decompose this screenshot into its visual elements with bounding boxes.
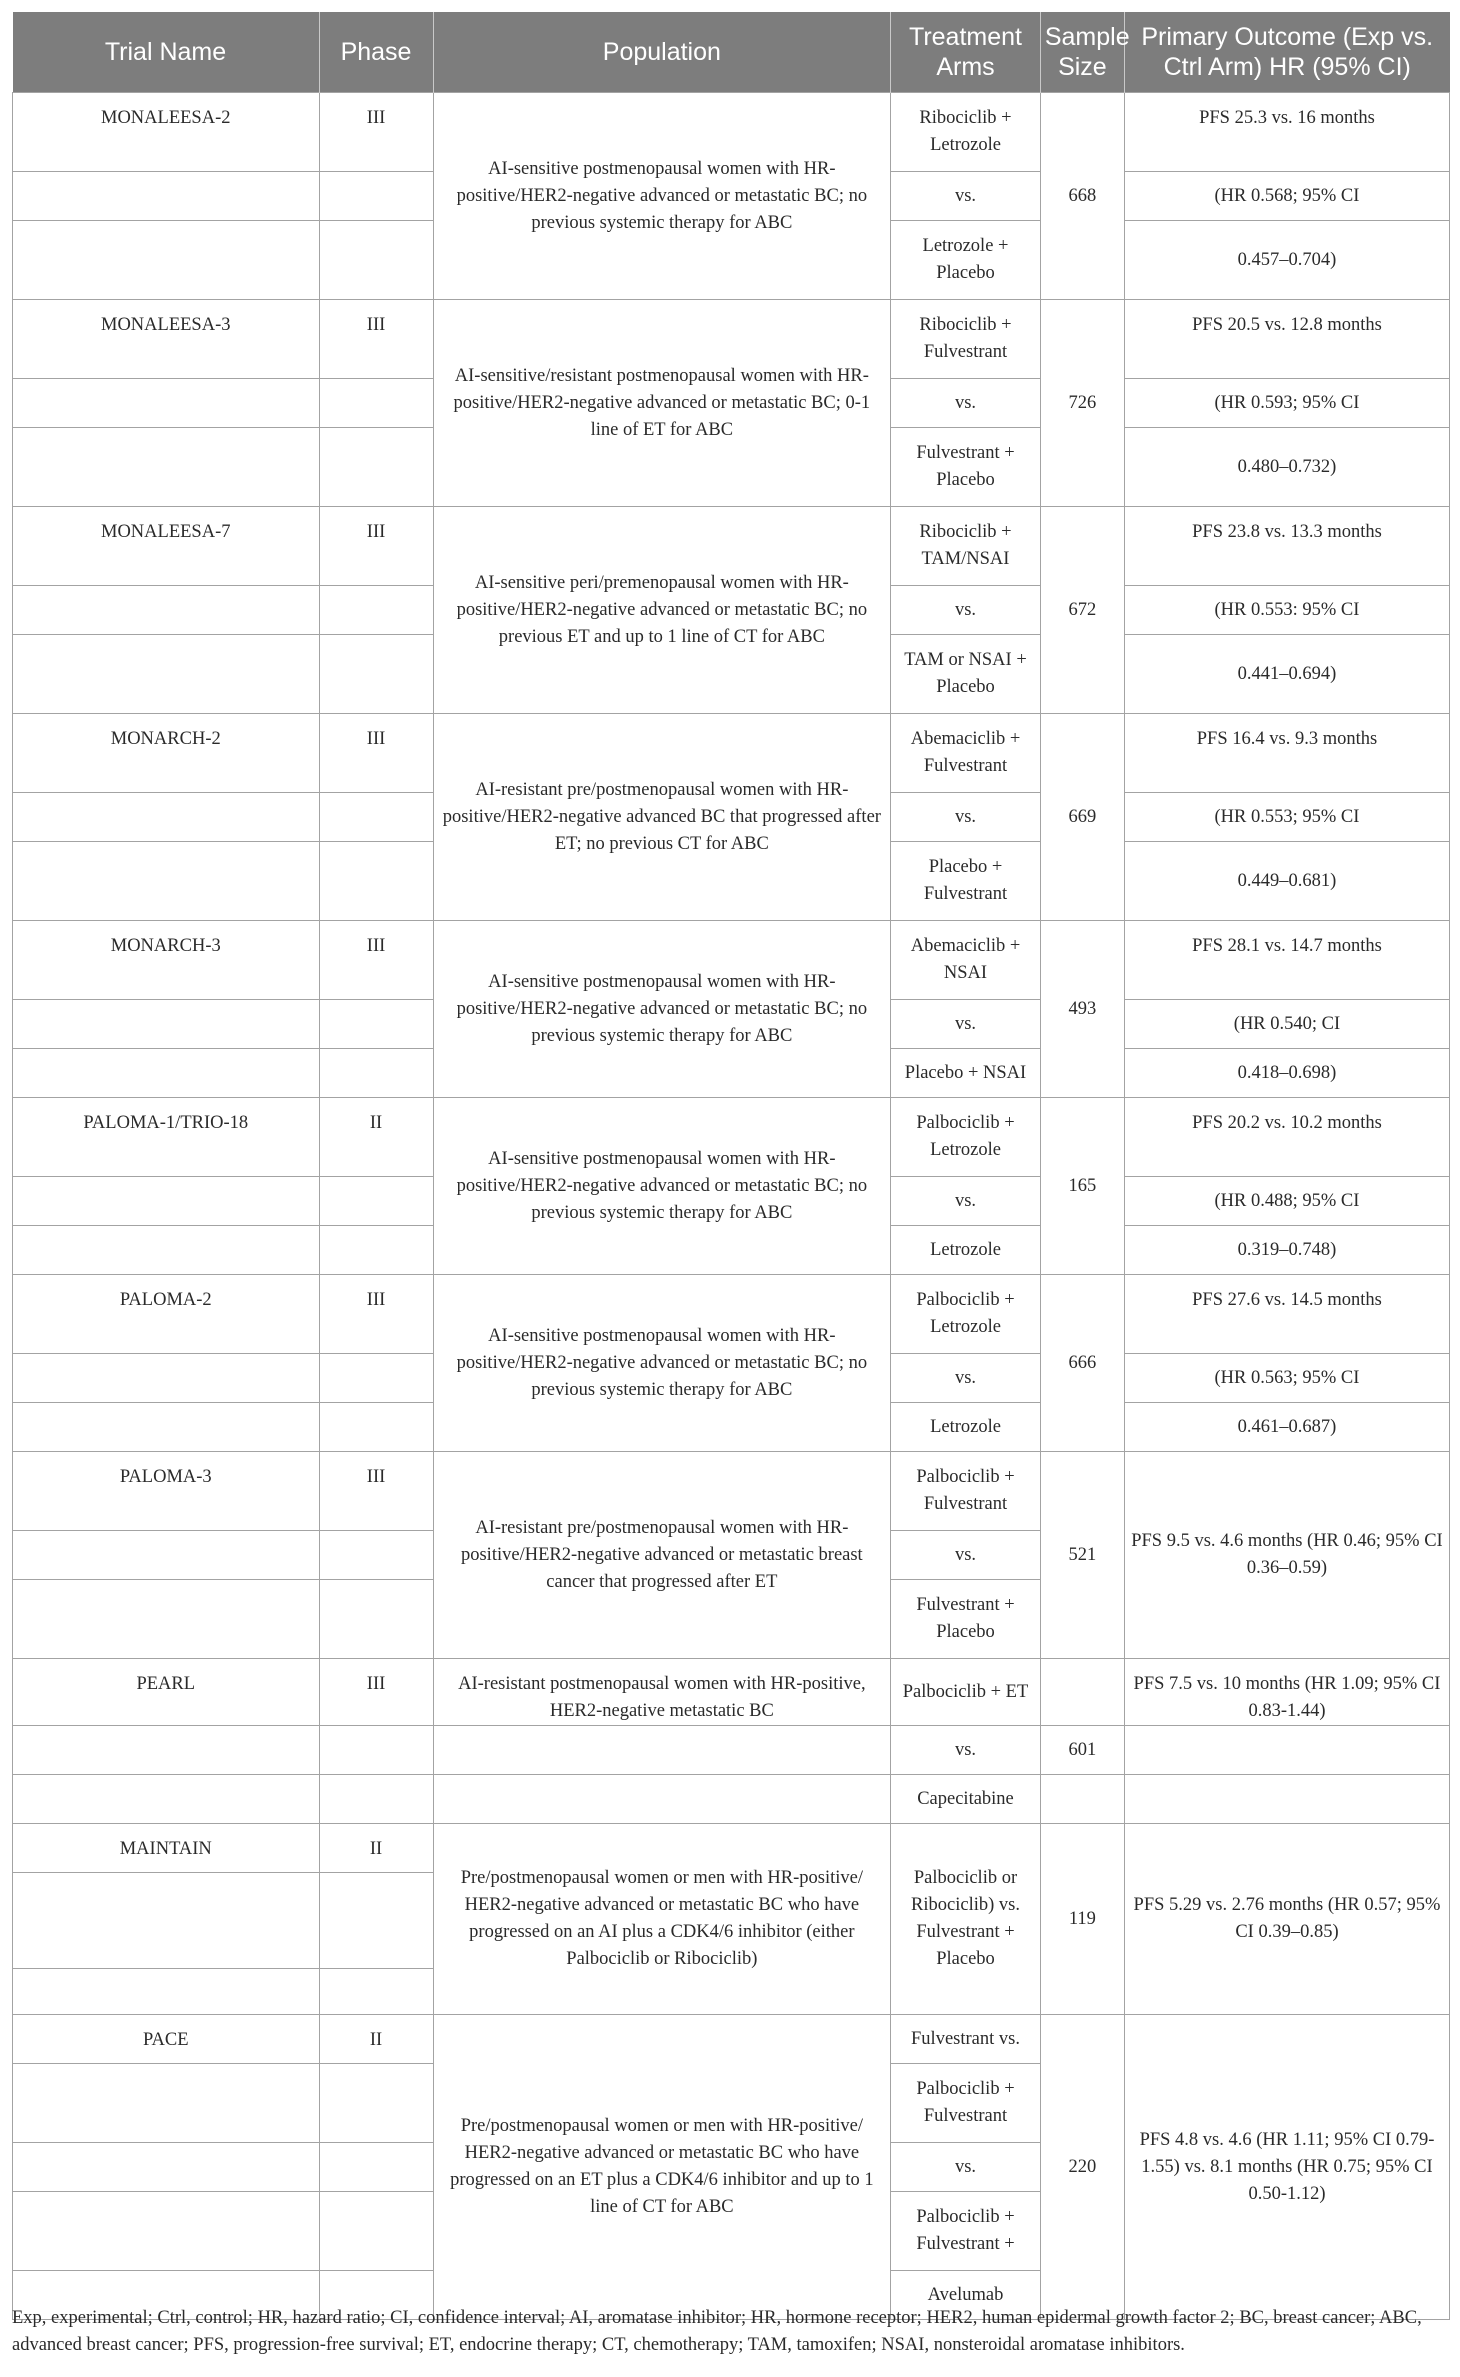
treatment-arm: Abemaciclib + NSAI [891,921,1041,1000]
header-row [13,12,1450,93]
primary-outcome: PFS 23.8 vs. 13.3 months [1124,507,1449,586]
population: AI-sensitive postmenopausal women with HR-positive/HER2-negative advanced or metastatic BC; no previous systemic therapy for ABC [433,93,891,300]
treatment-arm: Avelumab [891,2271,1041,2320]
header-primary-outcome: Primary Outcome (Exp vs. Ctrl Arm) HR (95% CI) [1124,12,1449,93]
treatment-arm: vs. [891,586,1041,635]
table-row [13,300,1450,379]
phase: III [319,1452,433,1531]
table-row [13,1659,1450,1726]
treatment-arm: Palbociclib + Letrozole [891,1098,1041,1177]
sample-size: 165 [1040,1098,1124,1275]
population: AI-resistant pre/postmenopausal women with HR-positive/HER2-negative advanced or metastatic breast cancer that progressed after ET [433,1452,891,1659]
treatment-arm: TAM or NSAI + Placebo [891,635,1041,714]
treatment-arm: vs. [891,1726,1041,1775]
table-row [13,921,1450,1000]
trial-name: PALOMA-2 [13,1275,320,1354]
table-row [13,1098,1450,1177]
phase: III [319,507,433,586]
primary-outcome: (HR 0.553; 95% CI [1124,793,1449,842]
trial-name: PALOMA-1/TRIO-18 [13,1098,320,1177]
trial-name: PEARL [13,1659,320,1726]
treatment-arm: Placebo + Fulvestrant [891,842,1041,921]
primary-outcome: (HR 0.488; 95% CI [1124,1177,1449,1226]
treatment-arm: Palbociclib + Fulvestrant [891,2064,1041,2143]
phase: III [319,1659,433,1726]
primary-outcome: (HR 0.563; 95% CI [1124,1354,1449,1403]
primary-outcome: PFS 25.3 vs. 16 months [1124,93,1449,172]
table-row [13,1775,1450,1824]
treatment-arm: vs. [891,1177,1041,1226]
sample-size: 493 [1040,921,1124,1098]
treatment-arm: Ribociclib + TAM/NSAI [891,507,1041,586]
primary-outcome: PFS 20.5 vs. 12.8 months [1124,300,1449,379]
header-trial-name: Trial Name [13,12,320,93]
treatment-arm: vs. [891,793,1041,842]
population: AI-sensitive postmenopausal women with HR-positive/HER2-negative advanced or metastatic BC; no previous systemic therapy for ABC [433,1275,891,1452]
trial-name: MONALEESA-3 [13,300,320,379]
primary-outcome: PFS 5.29 vs. 2.76 months (HR 0.57; 95% CI 0.39–0.85) [1124,1824,1449,2015]
primary-outcome: PFS 7.5 vs. 10 months (HR 1.09; 95% CI 0.83-1.44) [1124,1659,1449,1726]
sample-size: 666 [1040,1275,1124,1452]
sample-size: 726 [1040,300,1124,507]
phase: III [319,921,433,1000]
phase: III [319,714,433,793]
treatment-arm: vs. [891,172,1041,221]
population: AI-resistant pre/postmenopausal women with HR-positive/HER2-negative advanced BC that progressed after ET; no previous CT for ABC [433,714,891,921]
trial-name: MONARCH-2 [13,714,320,793]
phase: III [319,93,433,172]
sample-size: 672 [1040,507,1124,714]
treatment-arm: Letrozole [891,1403,1041,1452]
primary-outcome: (HR 0.553: 95% CI [1124,586,1449,635]
sample-size: 668 [1040,93,1124,300]
population: AI-sensitive/resistant postmenopausal women with HR-positive/HER2-negative advanced or metastatic BC; 0-1 line of ET for ABC [433,300,891,507]
primary-outcome: PFS 28.1 vs. 14.7 months [1124,921,1449,1000]
treatment-arm: Letrozole + Placebo [891,221,1041,300]
primary-outcome: PFS 9.5 vs. 4.6 months (HR 0.46; 95% CI 0.36–0.59) [1124,1452,1449,1659]
table-row [13,1824,1450,1873]
primary-outcome: PFS 16.4 vs. 9.3 months [1124,714,1449,793]
header-population: Population [433,12,891,93]
primary-outcome: 0.449–0.681) [1124,842,1449,921]
treatment-arm: Palbociclib + Fulvestrant + [891,2192,1041,2271]
population: Pre/postmenopausal women or men with HR-positive/ HER2-negative advanced or metastatic BC who have progressed on an ET plus a CDK4/6 inhibitor and up to 1 line of CT for ABC [433,2015,891,2320]
treatment-arm: vs. [891,379,1041,428]
trial-name: MONALEESA-2 [13,93,320,172]
table-row [13,714,1450,793]
primary-outcome: (HR 0.540; CI [1124,1000,1449,1049]
table-row [13,1726,1450,1775]
treatment-arm: Fulvestrant + Placebo [891,428,1041,507]
primary-outcome: 0.480–0.732) [1124,428,1449,507]
primary-outcome: 0.319–0.748) [1124,1226,1449,1275]
treatment-arm: vs. [891,2143,1041,2192]
primary-outcome: (HR 0.593; 95% CI [1124,379,1449,428]
trial-name: MONARCH-3 [13,921,320,1000]
sample-size: 669 [1040,714,1124,921]
primary-outcome: 0.418–0.698) [1124,1049,1449,1098]
phase: II [319,1824,433,1873]
sample-size: 220 [1040,2015,1124,2320]
primary-outcome: (HR 0.568; 95% CI [1124,172,1449,221]
table-row [13,1275,1450,1354]
header-sample-size: Sample Size [1040,12,1124,93]
trial-name: MAINTAIN [13,1824,320,1873]
phase: II [319,2015,433,2064]
sample-size: 119 [1040,1824,1124,2015]
trial-name: MONALEESA-7 [13,507,320,586]
population: AI-sensitive postmenopausal women with HR-positive/HER2-negative advanced or metastatic BC; no previous systemic therapy for ABC [433,1098,891,1275]
primary-outcome: 0.457–0.704) [1124,221,1449,300]
trial-name: PALOMA-3 [13,1452,320,1531]
treatment-arm: Palbociclib + Letrozole [891,1275,1041,1354]
primary-outcome: 0.441–0.694) [1124,635,1449,714]
trial-name: PACE [13,2015,320,2064]
treatment-arm: Ribociclib + Fulvestrant [891,300,1041,379]
population: AI-resistant postmenopausal women with HR-positive, HER2-negative metastatic BC [433,1659,891,1726]
treatment-arm: Fulvestrant vs. [891,2015,1041,2064]
primary-outcome: PFS 4.8 vs. 4.6 (HR 1.11; 95% CI 0.79-1.55) vs. 8.1 months (HR 0.75; 95% CI 0.50-1.12) [1124,2015,1449,2320]
treatment-arm: Palbociclib + Fulvestrant [891,1452,1041,1531]
sample-size: 521 [1040,1452,1124,1659]
primary-outcome: PFS 27.6 vs. 14.5 months [1124,1275,1449,1354]
treatment-arm: vs. [891,1531,1041,1580]
treatment-arm: Letrozole [891,1226,1041,1275]
treatment-arm: Placebo + NSAI [891,1049,1041,1098]
table-row [13,507,1450,586]
header-treatment-arms: Treatment Arms [891,12,1041,93]
table-row [13,1452,1450,1531]
treatment-arm: vs. [891,1000,1041,1049]
population: AI-sensitive postmenopausal women with HR-positive/HER2-negative advanced or metastatic BC; no previous systemic therapy for ABC [433,921,891,1098]
table-footnote: Exp, experimental; Ctrl, control; HR, hazard ratio; CI, confidence interval; AI, aromatase inhibitor; HR, hormone receptor; HER2, human epidermal growth factor 2; BC, breast cancer; ABC, advanced breast cancer; PFS, progression-free survival; ET, endocrine therapy; CT, chemotherapy; TAM, tamoxifen; NSAI, nonsteroidal aromatase inhibitors. [12,2308,1422,2355]
table-row [13,2015,1450,2064]
sample-size: 601 [1040,1726,1124,1775]
table-row [13,93,1450,172]
treatment-arm: Abemaciclib + Fulvestrant [891,714,1041,793]
treatment-arm: Ribociclib + Letrozole [891,93,1041,172]
phase: III [319,1275,433,1354]
treatment-arm: Fulvestrant + Placebo [891,1580,1041,1659]
header-phase: Phase [319,12,433,93]
primary-outcome: 0.461–0.687) [1124,1403,1449,1452]
trials-table [12,12,1450,2320]
treatment-arm: Palbociclib or Ribociclib) vs. Fulvestrant + Placebo [891,1824,1041,2015]
population: Pre/postmenopausal women or men with HR-positive/ HER2-negative advanced or metastatic BC who have progressed on an AI plus a CDK4/6 inhibitor (either Palbociclib or Ribociclib) [433,1824,891,2015]
phase: III [319,300,433,379]
treatment-arm: vs. [891,1354,1041,1403]
treatment-arm: Palbociclib + ET [891,1659,1041,1726]
primary-outcome: PFS 20.2 vs. 10.2 months [1124,1098,1449,1177]
treatment-arm: Capecitabine [891,1775,1041,1824]
phase: II [319,1098,433,1177]
population: AI-sensitive peri/premenopausal women with HR-positive/HER2-negative advanced or metastatic BC; no previous ET and up to 1 line of CT for ABC [433,507,891,714]
